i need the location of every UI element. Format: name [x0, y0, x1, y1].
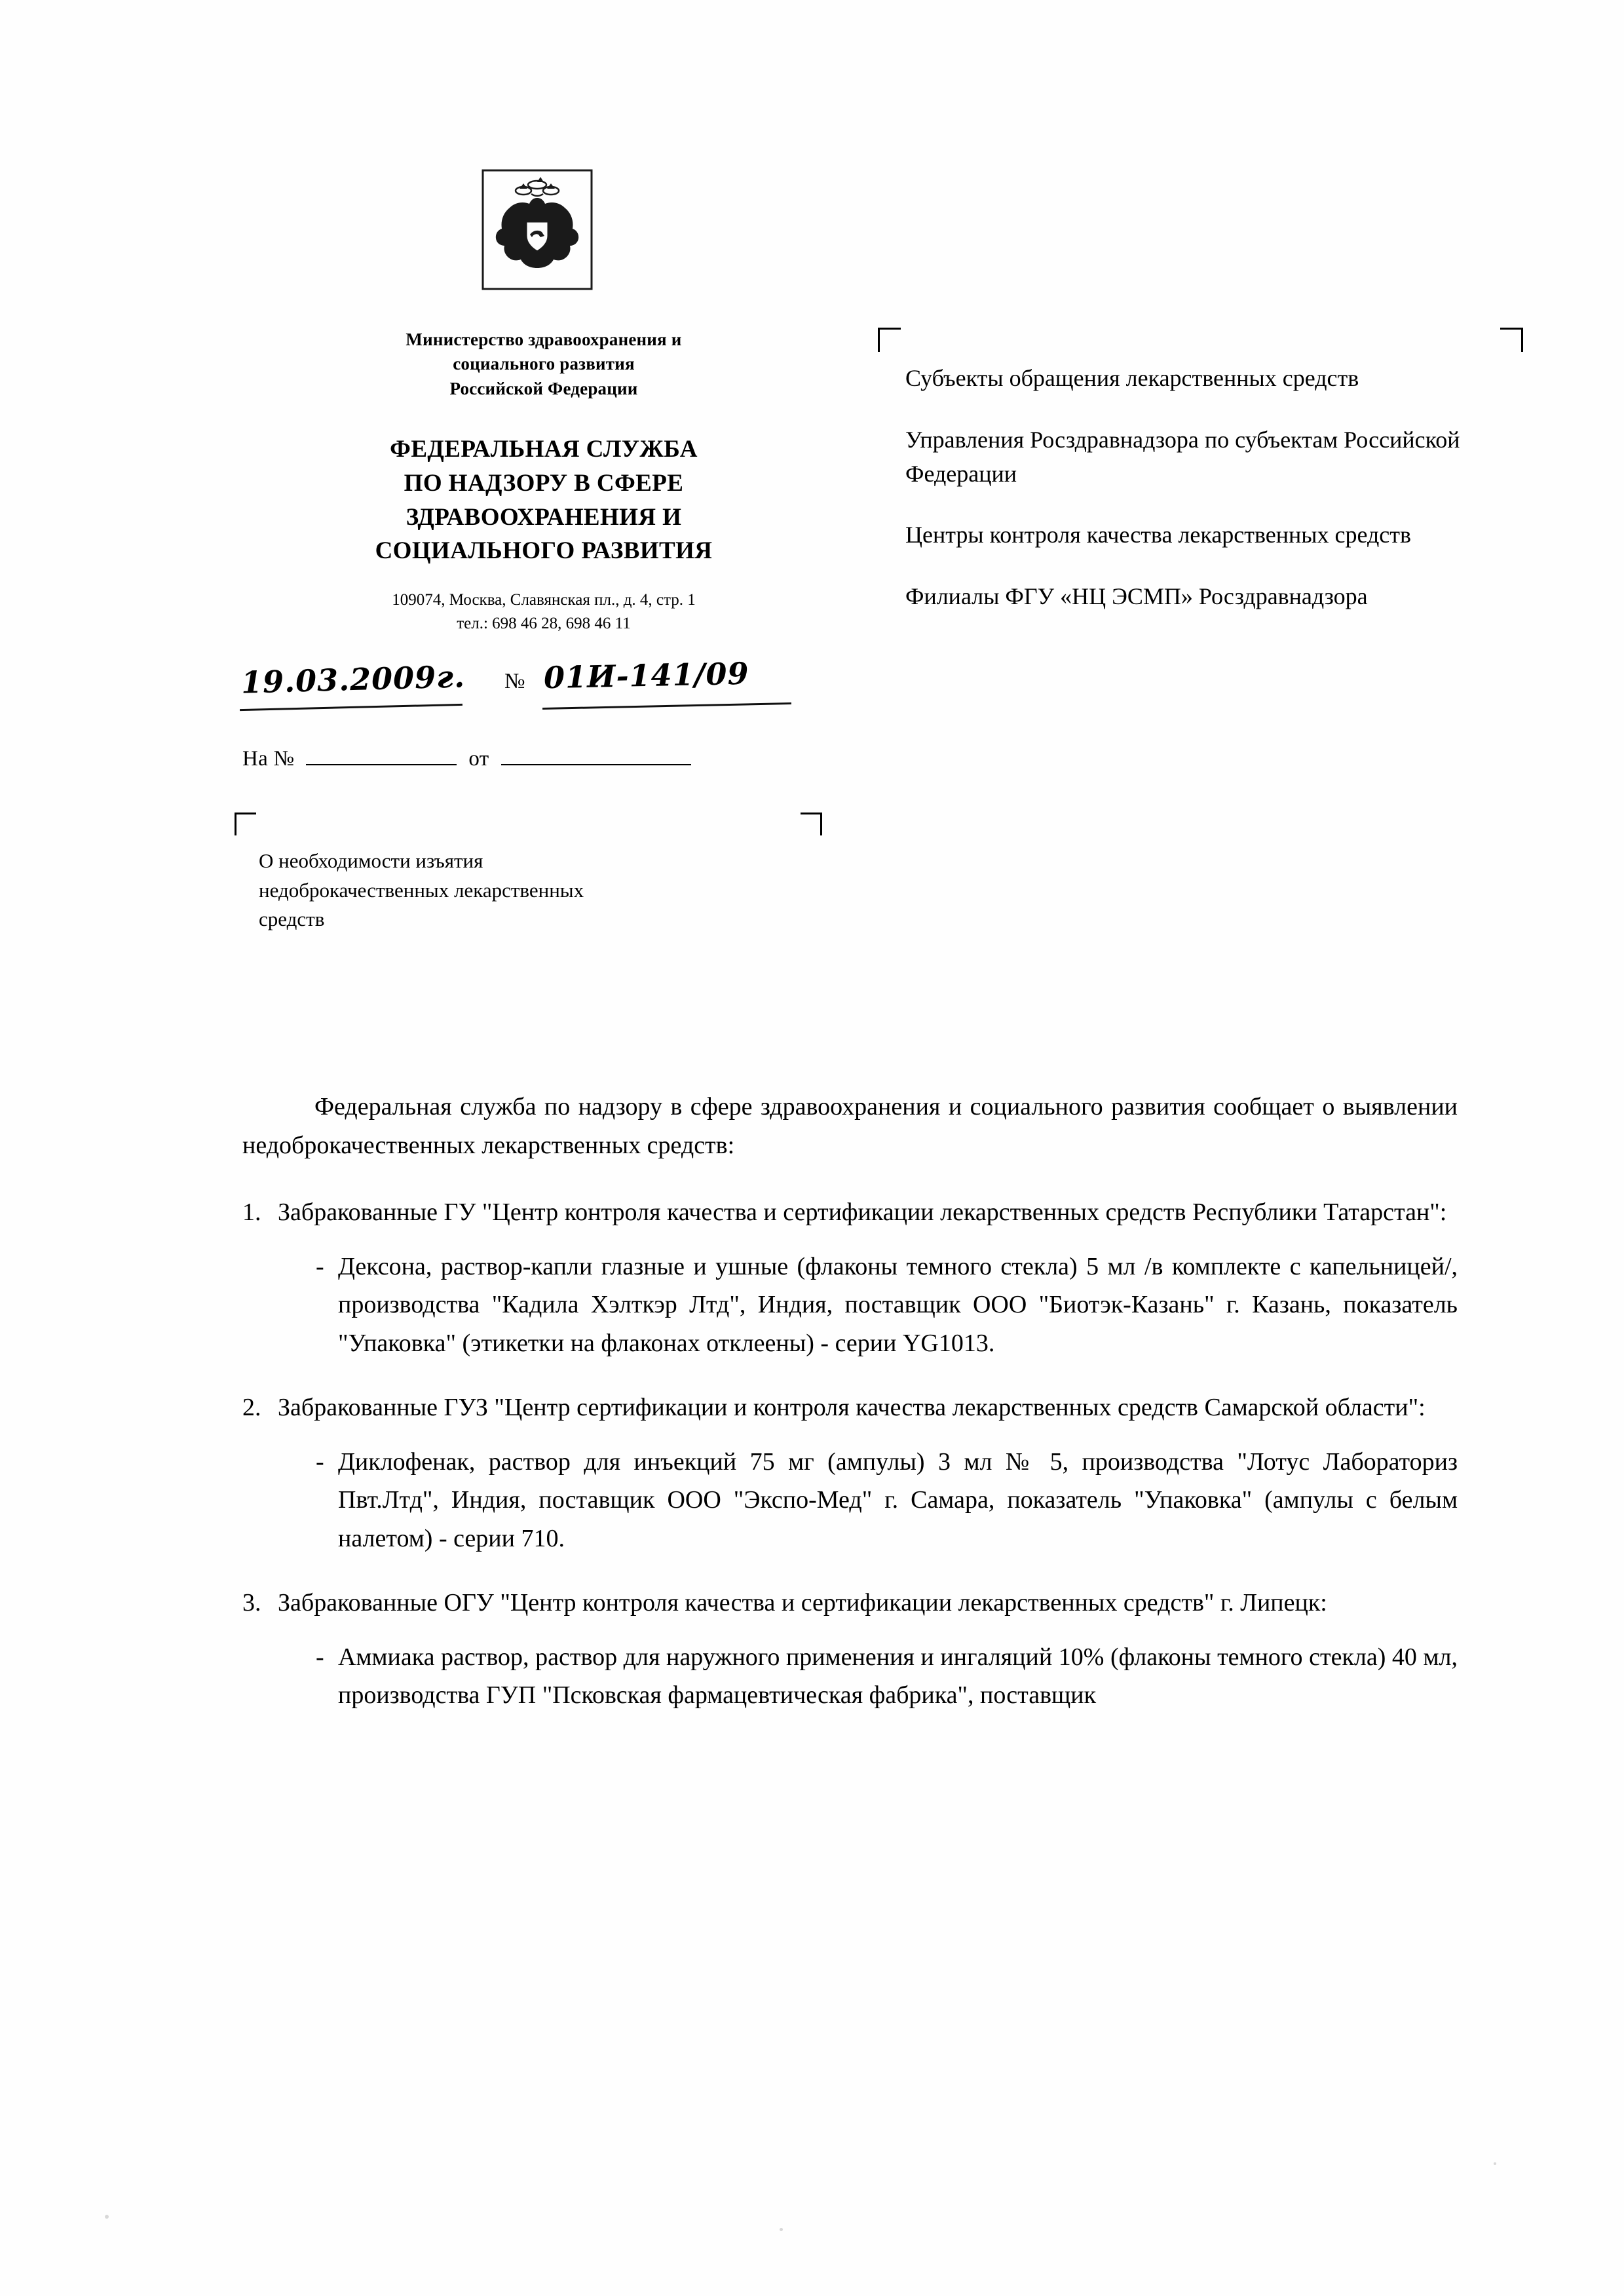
list-item-heading: Забракованные ОГУ "Центр контроля качества и сертификации лекарственных средств" г. Липецк: — [278, 1589, 1327, 1617]
defect-list — [242, 1193, 1458, 1715]
subject-line-1: О необходимости изъятия — [259, 849, 483, 872]
addressee-block — [905, 362, 1521, 614]
letter-body — [242, 1088, 1458, 1741]
list-item-heading: Забракованные ГУ "Центр контроля качества и сертификации лекарственных средств Республики Татарстан": — [278, 1198, 1447, 1227]
address-block — [275, 588, 812, 635]
list-item-detail: - Дексона, раствор-капли глазные и ушные (флаконы темного стекла) 5 мл /в комплекте с капельницей/, производства "Кадила Хэлткэр Лтд", Индия, поставщик ООО "Биотэк-Казань" г. Казань, показатель "Упаковка" (этикетки на флаконах отклеены) - серии YG1013. — [316, 1248, 1458, 1363]
list-item-detail: - Аммиака раствор, раствор для наружного применения и ингаляций 10% (флаконы темного стекла) 40 мл, производства ГУП "Псковская фармацевтическая фабрика", поставщик — [316, 1638, 1458, 1715]
service-line-2: ПО НАДЗОРУ В СФЕРЕ — [404, 469, 684, 497]
reference-blank-2 — [501, 747, 691, 765]
subject-line-2: недоброкачественных лекарственных — [259, 878, 584, 902]
addressee-item: Субъекты обращения лекарственных средств — [905, 365, 1359, 391]
list-item-heading: Забракованные ГУЗ "Центр сертификации и контроля качества лекарственных средств Самарской области": — [278, 1394, 1426, 1422]
addressee-bracket-right — [1500, 328, 1523, 352]
list-item — [242, 1193, 1458, 1362]
reference-blank-1 — [306, 747, 457, 765]
date-rule — [240, 704, 463, 711]
ministry-heading — [308, 328, 780, 401]
list-item-detail: - Диклофенак, раствор для инъекций 75 мг (ампулы) 3 мл № 5, производства "Лотус Лабораториз Пвт.Лтд", Индия, поставщик ООО "Экспо-Мед" г. Самара, показатель "Упаковка" (ампулы с белым налетом) - серии 710. — [316, 1443, 1458, 1558]
addressee-item: Центры контроля качества лекарственных средств — [905, 522, 1411, 548]
service-line-3: ЗДРАВООХРАНЕНИЯ И — [406, 503, 682, 531]
service-name-heading — [295, 432, 793, 568]
reference-label-right: от — [468, 747, 489, 771]
document-date: 19.03.2009г. — [240, 659, 466, 700]
service-line-4: СОЦИАЛЬНОГО РАЗВИТИЯ — [375, 537, 713, 565]
address-line: 109074, Москва, Славянская пл., д. 4, стр. 1 — [392, 591, 696, 609]
service-line-1: ФЕДЕРАЛЬНАЯ СЛУЖБА — [390, 436, 698, 463]
addressee-bracket-left — [878, 328, 901, 352]
reference-line — [242, 747, 691, 771]
ministry-line-2: социального развития — [453, 354, 635, 374]
russian-coat-of-arms-icon — [482, 169, 593, 290]
body-intro: Федеральная служба по надзору в сфере здравоохранения и социального развития сообщает о выявлении недоброкачественных лекарственных средств: — [242, 1093, 1458, 1159]
subject-bracket-right — [801, 813, 822, 835]
document-number: 01И-141/09 — [543, 655, 749, 696]
ministry-line-3: Российской Федерации — [449, 378, 638, 398]
list-item — [242, 1388, 1458, 1558]
subject-bracket-left — [235, 813, 256, 835]
addressee-item: Филиалы ФГУ «НЦ ЭСМП» Росздравнадзора — [905, 583, 1368, 610]
subject-line-3: средств — [259, 908, 325, 931]
ministry-line-1: Министерство здравоохранения и — [406, 330, 682, 349]
number-rule — [542, 702, 791, 710]
addressee-item: Управления Росздравнадзора по субъектам Российской Федерации — [905, 426, 1460, 487]
list-item — [242, 1584, 1458, 1715]
subject-block — [259, 847, 803, 934]
reference-label-left: На № — [242, 747, 295, 771]
number-sign-label: № — [504, 670, 525, 693]
phone-line: тел.: 698 46 28, 698 46 11 — [457, 614, 631, 632]
